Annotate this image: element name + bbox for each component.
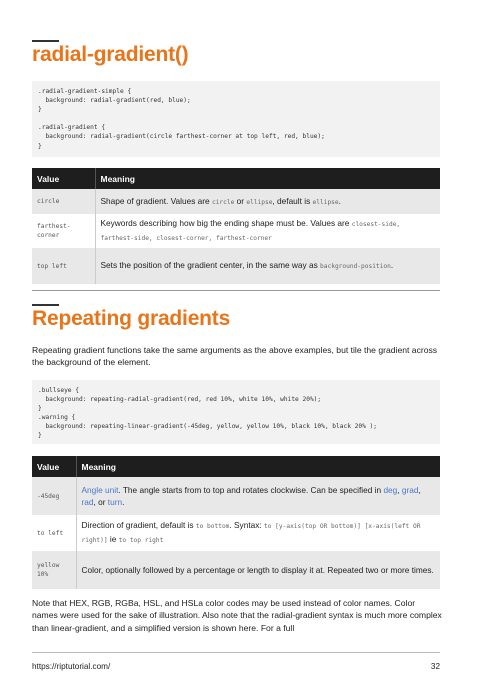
meaning-text: , default is bbox=[272, 195, 313, 206]
code-line: .warning { bbox=[38, 414, 76, 422]
section-title-radial-gradient: radial-gradient() bbox=[32, 43, 189, 66]
table-row bbox=[32, 515, 440, 551]
meaning-text: ie bbox=[107, 534, 119, 544]
code-block-radial-gradient bbox=[32, 81, 440, 157]
doc-link[interactable]: deg bbox=[383, 485, 398, 495]
inline-code: circle bbox=[211, 198, 235, 206]
meaning-text: , bbox=[418, 485, 421, 495]
column-header-meaning: Meaning bbox=[95, 168, 440, 189]
table-row bbox=[32, 214, 440, 248]
meaning-text: , or bbox=[93, 497, 108, 507]
meaning-text: Shape of gradient. Values are bbox=[100, 195, 212, 206]
code-line: } bbox=[38, 405, 42, 413]
doc-link[interactable]: Angle unit bbox=[81, 485, 119, 495]
meaning-cell bbox=[76, 551, 440, 589]
meaning-text: . The angle starts from to top and rotates clockwise. Can be specified in bbox=[118, 485, 384, 495]
code-line: background: repeating-radial-gradient(red, red 10%, white 10%, white 20%); bbox=[38, 396, 322, 404]
meaning-text: Sets the position of the gradient center, in the same way as bbox=[100, 260, 321, 270]
doc-link[interactable]: rad bbox=[81, 497, 94, 507]
meaning-cell bbox=[76, 515, 440, 551]
code-line: } bbox=[38, 432, 42, 440]
table-row bbox=[32, 248, 440, 284]
meaning-text: Keywords describing how big the ending shape must be. Values are bbox=[100, 218, 352, 228]
column-header-value: Value bbox=[32, 168, 95, 189]
column-header-meaning: Meaning bbox=[76, 456, 440, 477]
meaning-text: . bbox=[122, 497, 125, 507]
value-cell: farthest- corner bbox=[32, 214, 95, 248]
inline-code: to [y-axis(top OR bottom)] [x-axis(left OR right)] bbox=[81, 523, 421, 544]
value-cell: top left bbox=[32, 248, 95, 284]
meaning-cell bbox=[95, 248, 440, 284]
code-line: background: repeating-linear-gradient(-45deg, yellow, yellow 10%, black 10%, black 20% ); bbox=[38, 423, 377, 431]
code-line: .radial-gradient-simple { bbox=[38, 88, 132, 95]
code-block-repeating-gradients bbox=[32, 380, 440, 444]
value-cell: circle bbox=[32, 189, 95, 214]
inline-code: ellipse bbox=[312, 198, 339, 206]
inline-code: closest-side, farthest-side, closest-corner, farthest-corner bbox=[100, 221, 401, 242]
footer-divider bbox=[32, 652, 440, 653]
code-line: background: radial-gradient(circle farthest-corner at top left, red, blue); bbox=[38, 133, 325, 141]
section-title-repeating-gradients: Repeating gradients bbox=[32, 307, 231, 330]
code-line: } bbox=[38, 142, 42, 150]
inline-code: background-position bbox=[320, 263, 391, 270]
meaning-text: Direction of gradient, default is bbox=[81, 520, 196, 530]
table-row bbox=[32, 477, 440, 515]
meaning-cell bbox=[95, 214, 440, 248]
code-line bbox=[38, 114, 434, 123]
note-paragraph: Note that HEX, RGB, RGBa, HSL, and HSLa color codes may be used instead of color names. Color names were used for the sake of illustration. Also note that the radial-gradient syntax is much more complex than linear-gradient, and a simplified version is shown here. For a full bbox=[32, 598, 442, 633]
inline-code: to top right bbox=[118, 537, 164, 544]
footer-url-link[interactable]: https://riptutorial.com/ bbox=[32, 662, 111, 671]
meaning-cell bbox=[95, 189, 440, 214]
meaning-text: . bbox=[390, 260, 394, 270]
column-header-value: Value bbox=[32, 456, 76, 477]
doc-link[interactable]: turn bbox=[107, 497, 123, 507]
table-radial-gradient-values bbox=[32, 168, 440, 284]
code-line: .radial-gradient { bbox=[38, 124, 106, 132]
meaning-text: . bbox=[338, 195, 341, 206]
heading-rule bbox=[32, 40, 59, 42]
inline-code: to bottom bbox=[195, 523, 230, 530]
section-divider bbox=[32, 290, 440, 291]
meaning-text: . Syntax: bbox=[229, 520, 264, 530]
meaning-cell bbox=[76, 477, 440, 515]
table-row bbox=[32, 551, 440, 589]
inline-code: ellipse bbox=[246, 198, 273, 206]
code-line: .bullseye { bbox=[38, 387, 79, 394]
value-cell: yellow 10% bbox=[32, 551, 76, 589]
value-cell: -45deg bbox=[32, 477, 76, 515]
table-repeating-gradient-values bbox=[32, 456, 440, 589]
doc-link[interactable]: grad bbox=[401, 485, 419, 495]
code-line: background: radial-gradient(red, blue); bbox=[38, 97, 191, 105]
page-number: 32 bbox=[430, 662, 440, 671]
heading-rule bbox=[32, 304, 59, 306]
intro-paragraph: Repeating gradient functions take the same arguments as the above examples, but tile the gradient across the background of the element. bbox=[32, 345, 438, 368]
code-line: } bbox=[38, 106, 42, 114]
meaning-text: , bbox=[397, 485, 402, 495]
table-row bbox=[32, 189, 440, 214]
meaning-text: or bbox=[234, 195, 247, 206]
meaning-text: Color, optionally followed by a percentage or length to display it at. Repeated two or more times. bbox=[81, 565, 434, 575]
value-cell: to left bbox=[32, 515, 76, 551]
